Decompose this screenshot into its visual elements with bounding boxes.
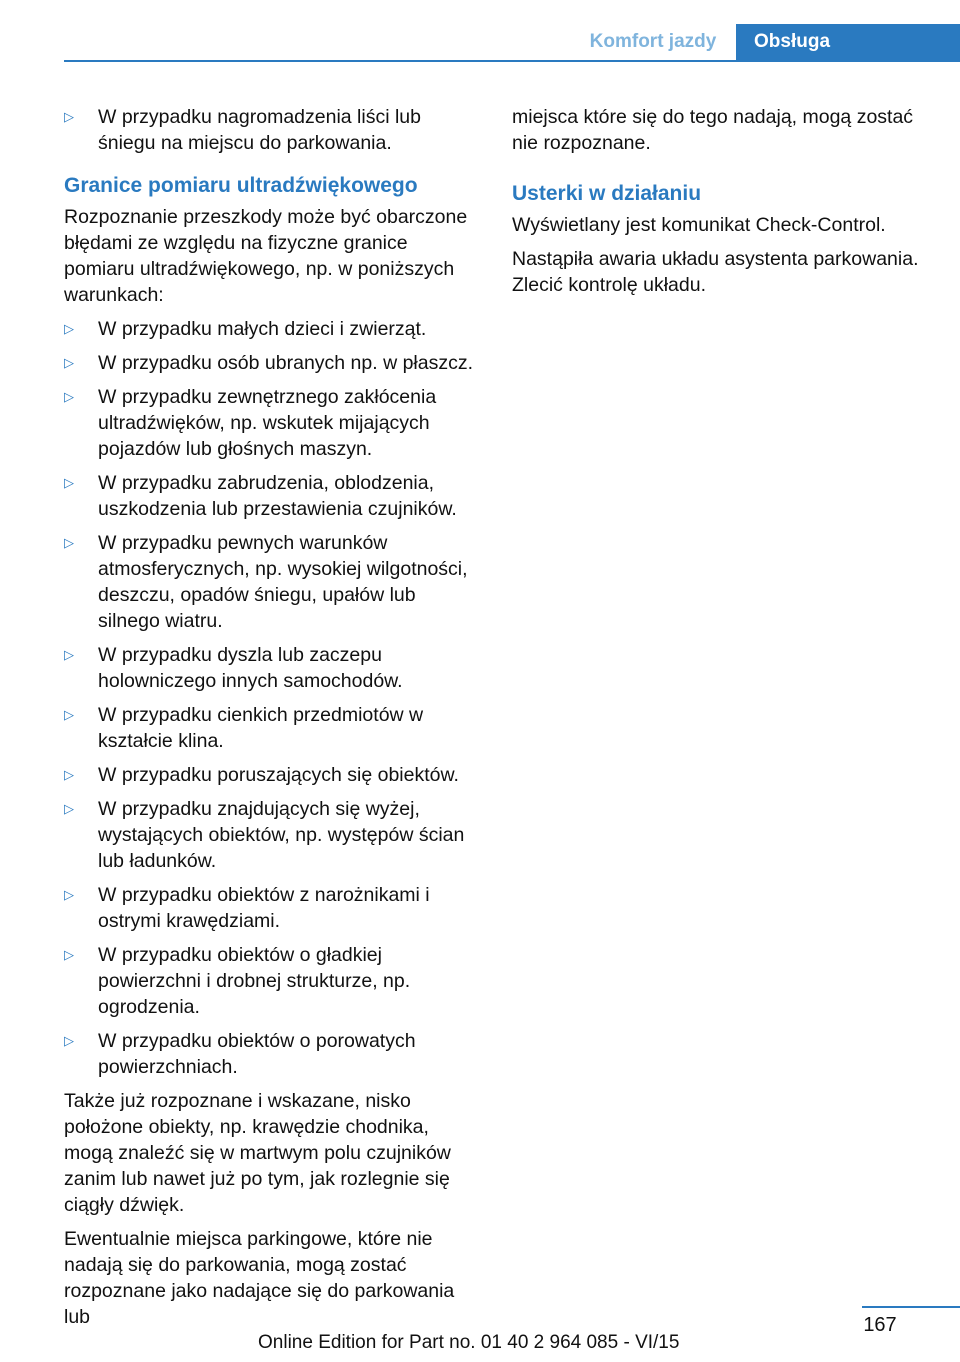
paragraph-blind-spot: Także już rozpoznane i wskazane, nisko położone obiekty, np. krawędzie chodnika, mogą znaleźć się w martwym polu czujników zanim lub nawet już po tym, jak rozlegnie się ciągły dźwięk. [64,1090,451,1216]
list-item [64,1028,478,1080]
page-number: 167 [863,1314,897,1336]
list-item-text: W przypadku małych dzieci i zwierząt. [98,318,427,340]
paragraph-parking-spaces: Ewentualnie miejsca parkingowe, które nie nadają się do parkowania, mogą zostać rozpoznane jako nadające się do parkowania lub [64,1228,455,1328]
list-item [64,104,478,156]
list-item-text: W przypadku cienkich przedmiotów w kształcie klina. [98,704,424,752]
list-item [64,702,478,754]
paragraph-continuation: miejsca które się do tego nadają, mogą zostać nie rozpoznane. [512,106,914,154]
triangle-bullet-icon: ▷ [64,475,74,490]
list-item-text: W przypadku osób ubranych np. w płaszcz. [98,352,474,374]
paragraph-check-control: Wyświetlany jest komunikat Check-Control. [512,214,886,236]
header-section-tab: Komfort jazdy [589,31,717,52]
limits-bullet-list [64,316,478,1080]
list-item-text: W przypadku pewnych warunków atmosferycznych, np. wysokiej wilgotności, deszczu, opadów śniegu, upałów lub silnego wiatru. [98,532,468,632]
list-item [64,642,478,694]
list-item [64,796,478,874]
list-item [64,384,478,462]
triangle-bullet-icon: ▷ [64,767,74,782]
paragraph-intro: Rozpoznanie przeszkody może być obarczone błędami ze względu na fizyczne granice pomiaru ultradźwiękowego, np. w poniższych warunkach: [64,206,468,306]
triangle-bullet-icon: ▷ [64,801,74,816]
footer-divider [862,1306,960,1308]
triangle-bullet-icon: ▷ [64,109,74,124]
triangle-bullet-icon: ▷ [64,389,74,404]
triangle-bullet-icon: ▷ [64,1033,74,1048]
list-item-text: W przypadku obiektów z narożnikami i ostrymi krawędziami. [98,884,430,932]
footer-edition-text: Online Edition for Part no. 01 40 2 964 085 - VI/15 [258,1332,680,1353]
triangle-bullet-icon: ▷ [64,947,74,962]
list-item [64,316,478,342]
right-column [512,104,926,306]
list-item [64,530,478,634]
triangle-bullet-icon: ▷ [64,647,74,662]
list-item-text: W przypadku dyszla lub zaczepu holowniczego innych samochodów. [98,644,403,692]
list-item-text: W przypadku nagromadzenia liści lub śniegu na miejscu do parkowania. [98,106,421,154]
triangle-bullet-icon: ▷ [64,535,74,550]
list-item-text: W przypadku zabrudzenia, oblodzenia, uszkodzenia lub przestawienia czujników. [98,472,457,520]
section-heading-ultrasonic-limits: Granice pomiaru ultradźwiękowego [64,174,418,197]
list-item [64,942,478,1020]
section-heading-malfunctions: Usterki w działaniu [512,182,702,205]
triangle-bullet-icon: ▷ [64,707,74,722]
list-item-text: W przypadku obiektów o porowatych powierzchniach. [98,1030,416,1078]
list-item-text: W przypadku obiektów o gładkiej powierzchni i drobnej strukturze, np. ogrodzenia. [98,944,411,1018]
list-item [64,882,478,934]
intro-bullet-list [64,104,478,156]
list-item-text: W przypadku poruszających się obiektów. [98,764,459,786]
list-item [64,350,478,376]
list-item [64,762,478,788]
list-item-text: W przypadku znajdujących się wyżej, wystających obiektów, np. występów ścian lub ładunków. [98,798,465,872]
triangle-bullet-icon: ▷ [64,321,74,336]
header-chapter-tab: Obsługa [736,24,960,62]
header-divider [64,60,960,62]
list-item [64,470,478,522]
paragraph-system-failure: Nastąpiła awaria układu asystenta parkowania. Zlecić kontrolę układu. [512,248,919,296]
left-column [64,104,478,1338]
list-item-text: W przypadku zewnętrznego zakłócenia ultradźwięków, np. wskutek mijających pojazdów lub głośnych maszyn. [98,386,437,460]
triangle-bullet-icon: ▷ [64,887,74,902]
triangle-bullet-icon: ▷ [64,355,74,370]
